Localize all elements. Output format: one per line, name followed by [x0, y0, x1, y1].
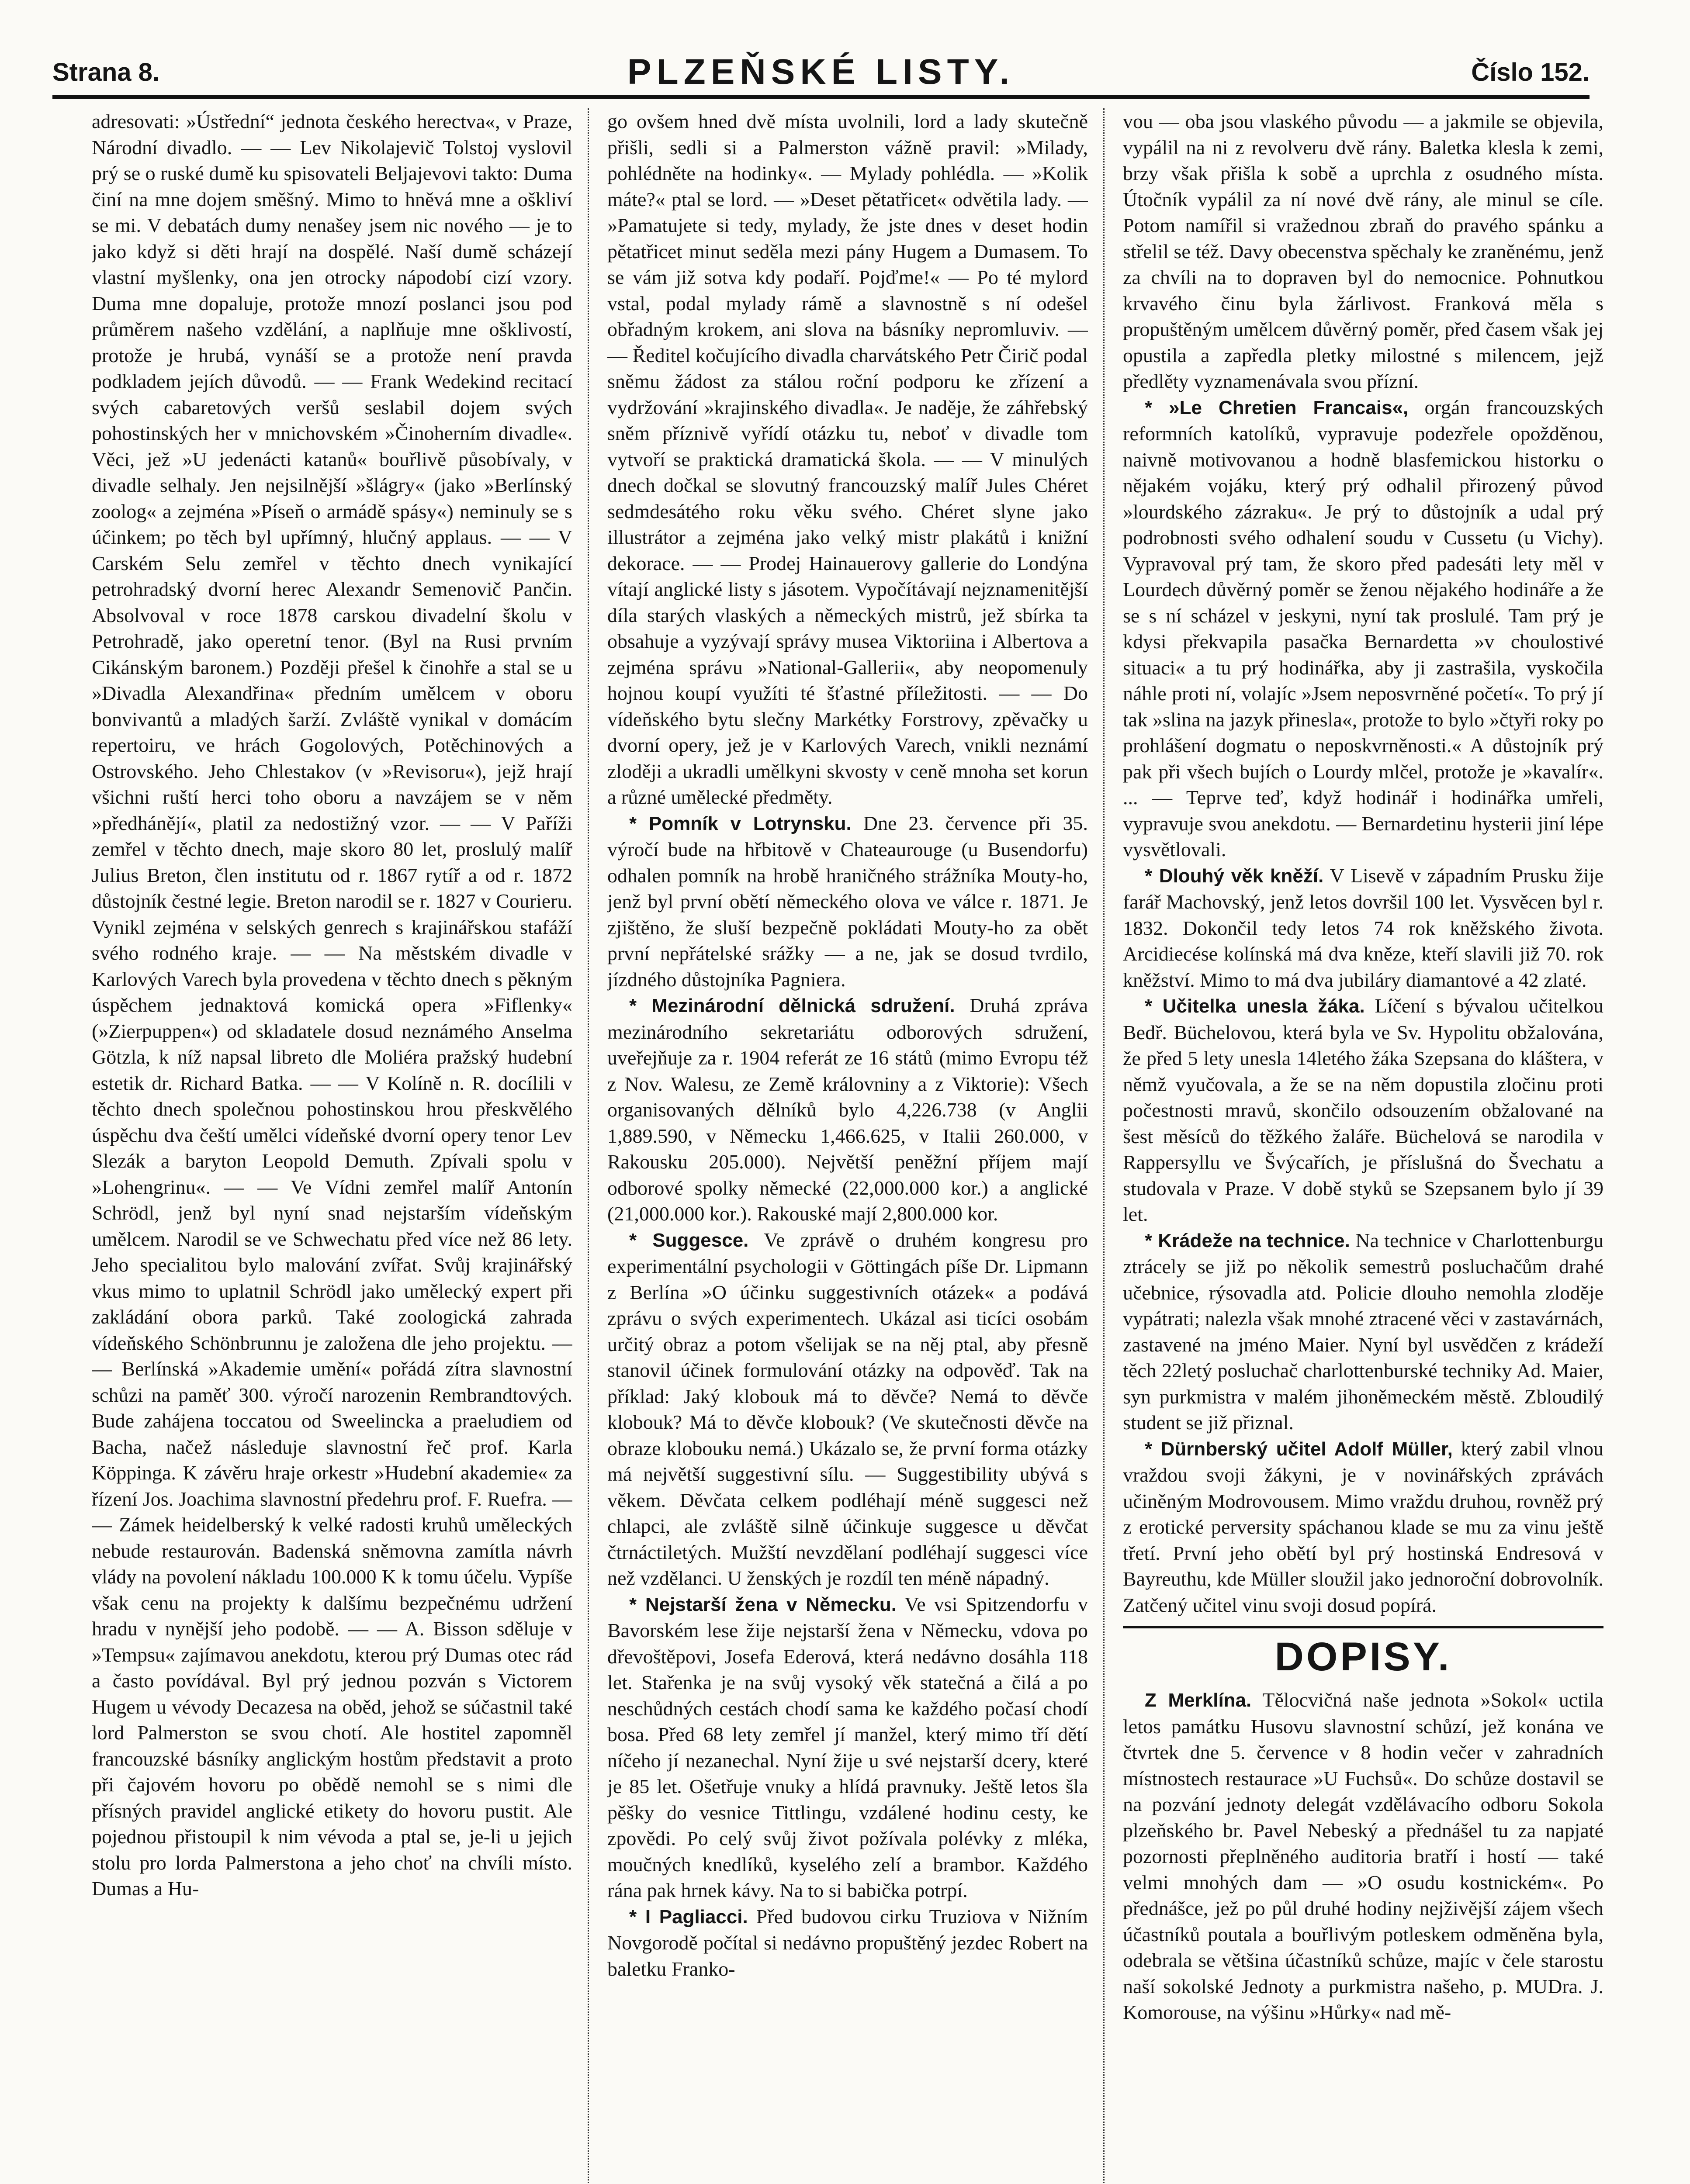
newspaper-title: PLZEŇSKÉ LISTY.	[627, 52, 1015, 92]
column-separator	[1103, 108, 1105, 2184]
column-1	[92, 108, 572, 2184]
news-heading: * Suggesce.	[629, 1229, 749, 1251]
news-item	[1123, 394, 1603, 863]
issue-number: Číslo 152.	[1471, 58, 1590, 86]
header-rule	[52, 95, 1590, 99]
news-text: Dne 23. července při 35. výročí bude na hřbitově v Chateaurouge (u Busendorfu) odhalen pomník na hrobě hraničného strážníka Mouty-ho, jenž byl první obětí německého olova ve válce r. 1871. Je zjištěno, že sluší bezpečně pokládati Mouty-ho za obět první nepřátelské srážky — a ne, jak se dosud tvrdilo, jízdného důstojníka Pagniera.	[607, 812, 1088, 991]
news-text: Na technice v Charlottenburgu ztrácely se již po několik semestrů posluchačům drahé učebnice, rýsovadla atd. Policie dlouho nemohla zloděje vypátrati; nalezla však mnohé ztracené věci v zastavárnách, zastavené na jméno Maier. Nyní byl usvědčen z krádeží těch 22letý posluchač charlottenburské techniky Ad. Maier, syn purkmistra v malém jihoněmeckém městě. Zbloudilý student se již přiznal.	[1123, 1229, 1603, 1434]
news-text: V Lisevě v západním Prusku žije farář Machovský, jenž letos dovršil 100 let. Vysvěcen byl r. 1832. Dokončil tedy letos 74 rok kněžského života. Arcidiecése kolínská má dva kněze, kteří slavili již 70. rok kněžství. Mimo to má dva jubiláry diamantové a 42 zlaté.	[1123, 864, 1603, 991]
news-item	[607, 992, 1088, 1227]
article-text: vou — oba jsou vlaského původu — a jakmile se objevila, vypálil na ni z revolveru dvě rány. Baletka klesla k zemi, brzy však přišla k sobě a uprchla z osudného místa. Útočník vypálil za ní nové dvě rány, ale minul se cíle. Potom namířil si vražednou zbraň do pravého spánku a střelil se též. Davy obecenstva spěchaly ke zraněnému, jenž za chvíli na to dopraven byl do nemocnice. Pohnutkou krvavého činu byla žárlivost. Franková měla s propuštěným umělcem důvěrný poměr, před časem však jej opustila a zapředla pletky milostné s milencem, jejž předlěty vyznamenávala svou přízní.	[1123, 110, 1603, 392]
news-text: orgán francouzských reformních katolíků, vypravuje podezřele opožděnou, naivně motivovanou a hodně blasfemickou historku o nějakém vojáku, který prý odhalil přirozený původ »lourdského zázraku«. Je prý to důstojník a udal prý podrobnosti svého odhalení soudu v Cussetu (u Vichy). Vypravoval prý tam, že skoro před padesáti lety měl v Lourdech důvěrný poměr se ženou nějakého hodináře a že se s ní scházel v jeskyni, nyní tak proslulé. Tam prý je kdysi překvapila pasačka Bernardetta »v choulostivé situaci« a tu prý hodinářka, aby ji zastrašila, vyskočila náhle proti ní, volajíc »Jsem neposvrněné početí«. To prý jí tak »slina na jazyk přinesla«, protože to bylo »čtyři roky po prohlášení dogmatu o neposkvrněnosti.« A důstojník prý pak při všech bujích o Lourdy mlčel, protože je »kavalír«. ... — Teprve teď, když hodinář i hodinářka umřeli, vypravuje svou anekdotu. — Bernardetinu hysterii jiní lépe vysvětlovali.	[1123, 396, 1603, 860]
news-heading: * »Le Chretien Francais«,	[1145, 397, 1409, 418]
letter-heading: Z Merklína.	[1145, 1690, 1252, 1711]
news-heading: * Dürnberský učitel Adolf Müller,	[1145, 1438, 1453, 1460]
news-heading: * Dlouhý věk kněží.	[1145, 865, 1324, 887]
news-heading: * Pomník v Lotrynsku.	[629, 812, 852, 834]
news-heading: * Mezinárodní dělnická sdružení.	[629, 995, 955, 1016]
news-heading: * I Pagliacci.	[629, 1906, 748, 1928]
news-item	[1123, 1436, 1603, 1618]
article-text: go ovšem hned dvě místa uvolnili, lord a lady skutečně přišli, sedli si a Palmerston vážně pravil: »Milady, pohlédněte na hodinky«. — Mylady pohlédla. — »Kolik máte?« ptal se lord. — »Deset pětatřicet« odvětila lady. — »Pamatujete si tedy, mylady, že jste dnes v deset hodin pětatřicet minut seděla mezi pány Hugem a Dumasem. To se vám již sotva kdy podaří. Pojďme!« — Po té mylord vstal, podal mylady rámě a slavnostně s ní odešel obřadným krokem, ani slova na básníky nepromluviv. — — Ředitel kočujícího divadla charvátského Petr Čirič podal sněmu žádost za stálou roční podporu ke zřízení a vydržování »krajinského divadla«. Je naděje, že záhřebský sněm příznivě vyřídí otázku tu, neboť v divadle tom vytvoří se praktická dramatická škola. — — V minulých dnech dočkal se slovutný francouzský malíř Jules Chéret sedmdesátého roku věku svého. Chéret slyne jako illustrátor a zejména jako velký mistr plakátů i knižní dekorace. — — Prodej Hainauerovy gallerie do Londýna vítají anglické listy s jásotem. Vypočítávají nejznamenitější díla starých vlaských a německých mistrů, jež sbírka ta obsahuje a vyzývají správy musea Viktoriina i Albertova a zejména správu »National-Gallerii«, aby neopomenuly hojnou koupí využíti té šťastné příležitosti. — — Do vídeňského bytu slečny Markétky Forstrovy, zpěvačky u dvorní opery, jež je v Karlových Varech, vnikli neznámí zloději a ukradli umělkyni skvosty v ceně mnoha set korun a různé umělecké předměty.	[607, 110, 1088, 808]
news-item	[607, 1227, 1088, 1591]
news-heading: * Učitelka unesla žáka.	[1145, 995, 1365, 1017]
section-rule	[1123, 1626, 1603, 1628]
page-header	[52, 52, 1590, 91]
news-text: Před budovou cirku Truziova v Nižním Novgorodě počítal si nedávno propuštěný jezdec Robert na baletku Franko-	[607, 1905, 1088, 1980]
column-3	[1123, 108, 1603, 2184]
page-number: Strana 8.	[52, 58, 159, 86]
news-text: který zabil vlnou vraždou svoji žákyni, je v novinářských zprávách učiněným Modrovousem. Mimo vraždu druhou, rovněž prý z erotické perversity spáchanou klade se mu za vinu ještě třetí. První jeho obětí byl prý hostinská Endresová v Bayreuthu, kde Müller sloužil jako jednoroční dobrovolník. Zatčený učitel vinu svoji dosud popírá.	[1123, 1437, 1603, 1616]
letter-item	[1123, 1687, 1603, 2025]
news-item	[607, 810, 1088, 993]
column-separator	[588, 108, 589, 2184]
news-item	[607, 1904, 1088, 1982]
letter-text: Tělocvičná naše jednota »Sokol« uctila letos památku Husovu slavnostní schůzí, jež konána ve čtvrtek dne 5. července v 8 hodin večer v zahradních místnostech restaurace »U Fuchsů«. Do schůze dostavil se na pozvání jednoty delegát vzdělávacího odboru Sokola plzeňského br. Pavel Nebeský a přednášel tu za napjaté pozornosti přeplněného auditoria bratří i hostí — také velmi mnohých dam — »O osudu kostnickém«. Po přednášce, jež po půl druhé hodiny nejživější zájem všech účastníků poutala a bouřlivým potleskem odměněna byla, odebrala se většina účastníků schůze, majíc v čele starostu naší sokolské Jednoty a purkmistra našeho, p. MUDra. J. Komorouse, na výšinu »Hůrky« nad mě-	[1123, 1689, 1603, 2023]
news-item	[1123, 993, 1603, 1227]
column-2	[607, 108, 1088, 2184]
news-item	[1123, 863, 1603, 993]
news-heading: * Nejstarší žena v Německu.	[629, 1593, 897, 1615]
news-text: Líčení s bývalou učitelkou Bedř. Büchelovou, která byla ve Sv. Hypolitu obžalována, že před 5 lety unesla 14letého žáka Szepsana do kláštera, v němž vyučovala, a že se na něm dopustila zločinu proti počestnosti mravů, skončilo odsouzením obžalované na šest měsíců do těžkého žaláře. Büchelová se narodila v Rappersyllu ve Švýcařích, je příslušná do Švechatu a studovala v Praze. V době styků se Szepsanem bylo jí 39 let.	[1123, 995, 1603, 1225]
news-heading: * Krádeže na technice.	[1145, 1230, 1350, 1251]
news-text: Druhá zpráva mezinárodního sekretariátu odborových sdružení, uveřejňuje za r. 1904 referát ze 16 států (mimo Evropu též z Nov. Walesu, ze Země královniny a z Viktorie): Všech organisovaných dělníků bylo 4,226.738 (v Anglii 1,889.590, v Německu 1,466.625, v Italii 260.000, v Rakousku 205.000). Největší peněžní příjem mají odborové spolky německé (22,000.000 kor.) a anglické (21,000.000 kor.). Rakouské mají 2,800.000 kor.	[607, 994, 1088, 1225]
news-item	[1123, 1227, 1603, 1436]
article-text: adresovati: »Ústřední“ jednota českého herectva«, v Praze, Národní divadlo. — — Lev Nikolajevič Tolstoj vyslovil prý se o ruské dumě ku spisovateli Beljajevovi takto: Duma činí na mne dojem směšný. Mimo to hněvá mne a oškliví se mi. V debatách dumy nenašey jsem nic nového — je to jako když si děti hrají na dospělé. Naší dumě scházejí vlastní myšlenky, ona jen otrocky nápodobí cizí vzory. Duma mne dopaluje, protože mnozí poslanci jsou pod průměrem našeho vzdělání, a naplňuje mne ošklivostí, protože je hrubá, vynáší se a protože není pravda podkladem jejích důvodů. — — Frank Wedekind recitací svých cabaretových veršů seslabil dojem svých pohostinských her v mnichovském »Činoherním divadle«. Věci, jež »U jedenácti katanů« bouřlivě působívaly, v divadle selhaly. Jen nejsilnější »šlágry« (jako »Berlínský zoolog« a zejména »Píseň o armádě spásy«) neminuly se s účinkem; po těch byl upřímný, hlučný applaus. — — V Carském Selu zemřel v těchto dnech vynikající petrohradský dvorní herec Alexandr Semenovič Pančin. Absolvoval v roce 1878 carskou divadelní školu v Petrohradě, jako operetní tenor. (Byl na Rusi prvním Cikánským baronem.) Později přešel k činohře a stal se u »Divadla Alexandřina« předním umělcem v oboru bonvivantů a mladých šarží. Zvláště vynikal v domácím repertoiru, ve hrách Gogolových, Potěchinových a Ostrovského. Jeho Chlestakov (v »Revisoru«), jejž hrají všichni ruští herci toho oboru a navzájem se v něm »předhánějí«, platil za nedostižný vzor. — — V Paříži zemřel v těchto dnech, maje skoro 80 let, proslulý malíř Julius Breton, člen institutu od r. 1867 rytíř a od r. 1872 důstojník čestné legie. Breton narodil se r. 1827 v Courieru. Vynikl zejména v selských genrech s krajinářskou stafáží svého rodného kraje. — — Na městském divadle v Karlových Varech byla provedena v těchto dnech s pěkným úspěchem jednaktová komická opera »Fiflenky« (»Zierpuppen«) od skladatele dosud neznámého Anselma Götzla, k níž napsal libreto dle Moliéra pražský hudební estetik dr. Richard Batka. — — V Kolíně n. R. docílili v těchto dnech společnou pohostinskou hrou přeskvělého úspěchu dva čeští umělci vídeňské dvorní opery tenor Lev Slezák a baryton Leopold Demuth. Zpívali spolu v »Lohengrinu«. — — Ve Vídni zemřel malíř Antonín Schrödl, jenž byl nyní snad nejstarším vídeňským umělcem. Narodil se ve Schwechatu před více než 86 lety. Jeho specialitou bylo malování zvířat. Svůj krajinářský vkus mimo to uplatnil Schrödl jako umělecký expert při zakládání obora parků. Také zoologická zahrada vídeňského Schönbrunnu je založena dle jeho projektu. — — Berlínská »Akademie umění« pořádá zítra slavnostní schůzi na paměť 300. výročí narozenin Rembrandtových. Bude zahájena toccatou od Sweelincka a praeludiem od Bacha, načež následuje slavnostní řeč prof. Karla Köppinga. K závěru hraje orkestr »Hudební akademie« za řízení Jos. Joachima slavnostní předehru prof. F. Ruefra. — — Zámek heidelberský k velké radosti kruhů uměleckých nebude restaurován. Badenská sněmovna zamítla návrh vlády na povolení nákladu 100.000 K k tomu účelu. Vypíše však cenu na projekty k dalšímu bezpečnému udržení hradu v nynější jeho podobě. — — A. Bisson sděluje v »Tempsu« zajímavou anekdotu, kterou prý Dumas otec rád a často povídával. Byl prý jednou pozván s Victorem Hugem u vévody Decazesa na oběd, jehož se súčastnil také lord Palmerston se svou chotí. Ale hostitel zapomněl francouzské básníky anglickým hostům představit a proto při čajovém hovoru po obědě nemohl se s nimi dle přísných pravidel anglické etikety do hovoru pustit. Ale pojednou přistoupil k nim vévoda a ptal se, je-li u jejich stolu pro lorda Palmerstona a jeho choť na chvíli místo. Dumas a Hu-	[92, 110, 572, 1900]
news-text: Ve vsi Spitzendorfu v Bavorském lese žije nejstarší žena v Německu, vdova po dřevoštěpovi, Josefa Ederová, která nedávno dosáhla 118 let. Stařenka je na svůj vysoký věk statečná a čilá a po neschůdných cestách chodí sama ke každého počasí chodí bosa. Před 68 lety zemřel jí manžel, který mimo tří dětí níčeho jí nezanechal. Nyní žije u své nejstarší dcery, které je 85 let. Ošetřuje vnuky a hlídá pravnuky. Ještě letos šla pěšky do vesnice Tittlingu, vzdálené hodinu cesty, ke zpovědi. Po celý svůj život požívala polévky z mléka, moučných knedlíků, kyselého zelí a brambor. Každého rána pak hrnek kávy. Na to si babička potrpí.	[607, 1593, 1088, 1901]
news-item	[607, 1591, 1088, 1904]
news-text: Ve zprávě o druhém kongresu pro experimentální psychologii v Göttingách píše Dr. Lipmann z Berlína »O účinku suggestivních otázek« a podává zprávu o svých experimentech. Ukázal asi ticíci osobám určitý obraz a potom všelijak se na něj ptal, aby přesně stanovil účinek formulování otázky na odpověď. Tak na příklad: Jaký klobouk má to děvče? Nemá to děvče klobouk? Má to děvče klobouk? (Ve skutečnosti děvče na obraze klobouku nemá.) Ukázalo se, že první forma otázky má největší suggestivní sílu. — Suggestibility ubývá s věkem. Děvčata celkem podléhají méně suggesci než chlapci, ale zvláště silně účinkuje suggesce u děvčat čtrnáctiletých. Mužští nevzdělaní podléhají suggesci více než vzdělanci. U ženských je rozdíl ten méně nápadný.	[607, 1228, 1088, 1589]
section-title-dopisy: DOPISY.	[1274, 1635, 1452, 1679]
